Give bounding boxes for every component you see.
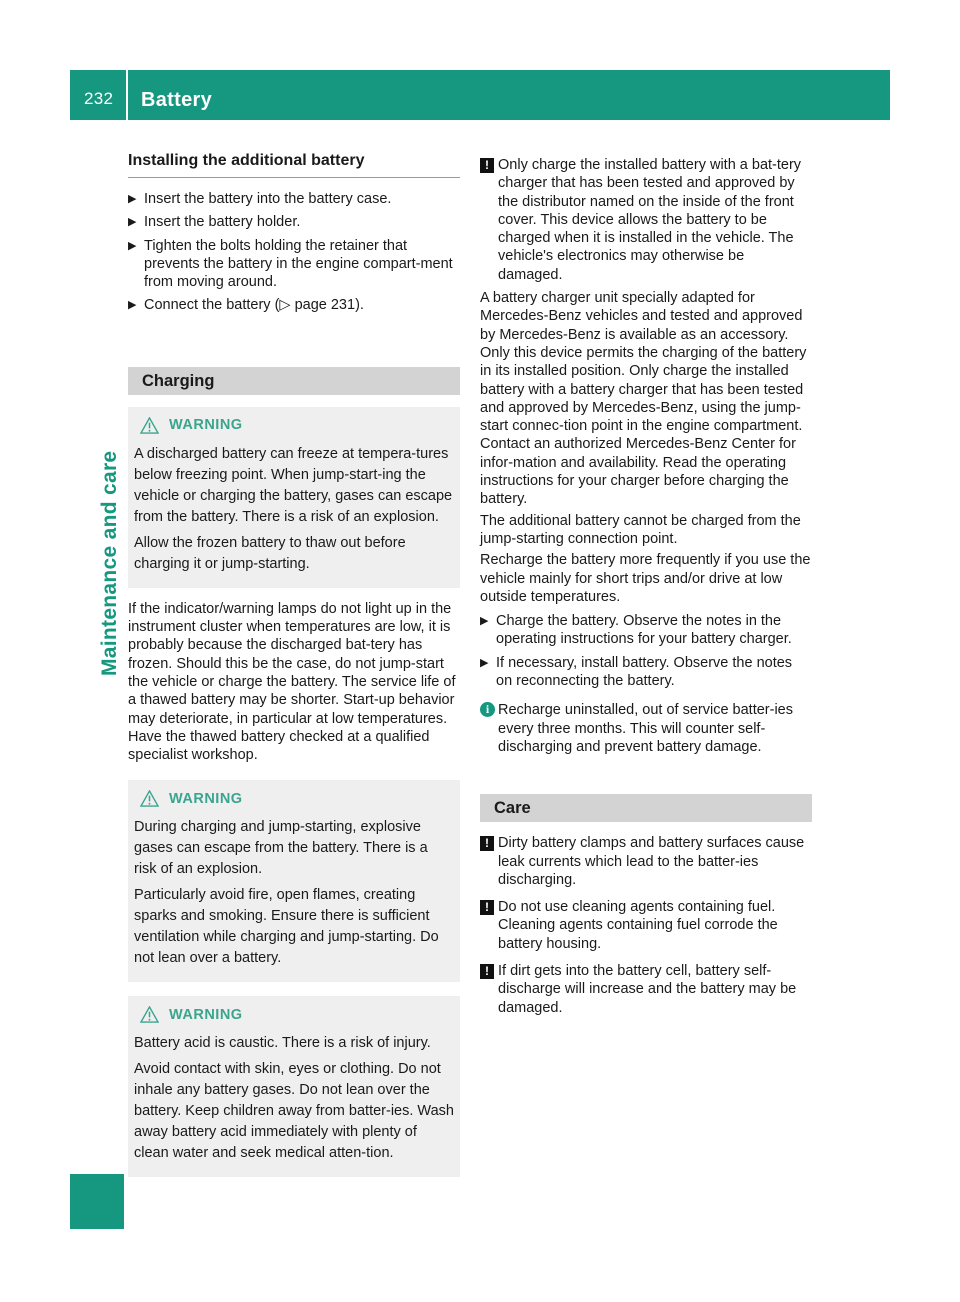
warning-title: WARNING (169, 417, 243, 434)
install-step (128, 213, 460, 231)
install-heading: Installing the additional battery (128, 152, 460, 178)
install-step-text: Tighten the bolts holding the retainer that prevents the battery in the engine compart-ment from moving around. (144, 237, 453, 291)
arrow-bullet-icon: ▶ (128, 299, 137, 312)
charge-step-text: If necessary, install battery. Observe the notes on reconnecting the battery. (496, 654, 793, 690)
arrow-bullet-icon: ▶ (480, 615, 489, 628)
caution-text: If dirt gets into the battery cell, battery self-discharge will increase and the battery may be damaged. (498, 962, 797, 1016)
caution-note (480, 962, 812, 1017)
body-paragraph: A battery charger unit specially adapted for Mercedes-Benz vehicles and tested and approved by Mercedes-Benz is available as an accessory. Only this device permits the charging of the battery in its installed position. Only charge the installed battery with a battery charger that has been tested and approved by Mercedes-Benz, using the jump-start connec-tion point in the engine compartment. Contact an authorized Mercedes-Benz Center for infor-mation and availability. Read the operating instructions for your charger before charging the battery. (480, 290, 807, 508)
warning-text: Avoid contact with skin, eyes or clothing. Do not inhale any battery gases. Do not lean over the battery. Keep children away from batter-ies. Wash away battery acid immediately with plenty of clean water and seek medical atten-tion. (134, 1061, 454, 1162)
caution-text: Do not use cleaning agents containing fuel. Cleaning agents containing fuel corrode the battery housing. (498, 899, 778, 952)
chapter-side-label: Maintenance and care (98, 450, 121, 676)
warning-title: WARNING (169, 1006, 243, 1023)
warning-title: WARNING (169, 790, 243, 807)
caution-text: Dirty battery clamps and battery surfaces cause leak currents which lead to the batter-ies discharging. (498, 835, 805, 888)
body-paragraph: The additional battery cannot be charged from the jump-starting connection point. (480, 512, 801, 547)
warning-header (140, 417, 454, 434)
caution-note (480, 156, 812, 284)
body-paragraph: Recharge the battery more frequently if you use the vehicle mainly for short trips and/or drive at low outside temperatures. (480, 552, 811, 605)
exclamation-icon: ! (480, 964, 494, 979)
left-column (128, 152, 460, 1189)
install-step (128, 237, 460, 292)
warning-text: During charging and jump-starting, explosive gases can escape from the battery. There is a risk of an explosion. (134, 819, 428, 878)
warning-box (128, 780, 460, 982)
warning-triangle-icon (140, 417, 159, 434)
care-section-heading: Care (480, 794, 812, 822)
arrow-bullet-icon: ▶ (128, 193, 137, 205)
caution-note (480, 898, 812, 953)
arrow-bullet-icon: ▶ (128, 239, 137, 252)
arrow-bullet-icon: ▶ (480, 656, 489, 669)
warning-box (128, 407, 460, 588)
info-text: Recharge uninstalled, out of service batter-ies every three months. This will counter self-discharging and prevent battery damage. (498, 702, 793, 755)
body-paragraph: If the indicator/warning lamps do not light up in the instrument cluster when temperatures are low, it is probably because the discharged bat-tery has frozen. Should this be the case, do not jump-start the vehicle or charge the battery. The service life of a thawed battery may be shorter. Start-up behavior may deteriorate, in particular at low temperatures. Have the thawed battery checked at a qualified specialist workshop. (128, 600, 456, 764)
page-number: 232 (84, 89, 114, 108)
caution-note (480, 834, 812, 889)
right-column (480, 156, 812, 1022)
info-icon: i (480, 702, 495, 717)
charging-section-heading: Charging (128, 367, 460, 395)
warning-box (128, 996, 460, 1177)
warning-text: Particularly avoid fire, open flames, creating sparks and smoking. Ensure there is sufficient ventilation while charging and jump-starting. Do not lean over a battery. (134, 887, 439, 967)
warning-text: Battery acid is caustic. There is a risk of injury. (134, 1035, 431, 1052)
chapter-tab-marker (70, 1174, 124, 1229)
exclamation-icon: ! (480, 900, 494, 915)
install-step-text: Insert the battery holder. (144, 214, 301, 231)
warning-header (140, 1006, 454, 1023)
exclamation-icon: ! (480, 836, 494, 851)
warning-header (140, 790, 454, 807)
warning-triangle-icon (140, 1006, 159, 1023)
install-step-text: Insert the battery into the battery case. (144, 191, 392, 207)
header-divider (126, 70, 128, 120)
warning-text: A discharged battery can freeze at tempera-tures below freezing point. When jump-start-ing the vehicle or charging the battery, gases can escape from the battery. There is a risk of an explosion. (134, 445, 453, 525)
arrow-bullet-icon: ▶ (128, 216, 137, 229)
charge-step-text: Charge the battery. Observe the notes in the operating instructions for your battery charger. (496, 613, 792, 648)
warning-text: Allow the frozen battery to thaw out before charging it or jump-starting. (134, 534, 406, 572)
install-step (128, 296, 460, 314)
charge-step (480, 654, 812, 691)
info-note (480, 701, 812, 756)
page-title: Battery (141, 89, 213, 111)
install-step-text: Connect the battery (▷ page 231). (144, 297, 364, 314)
install-step (128, 190, 460, 208)
charge-step (480, 612, 812, 649)
caution-text: Only charge the installed battery with a bat-tery charger that has been tested and approved by the distributor named on the inside of the front cover. This device allows the battery to be charged when it is installed in the vehicle. The vehicle's electronics may otherwise be damaged. (498, 157, 802, 283)
warning-triangle-icon (140, 790, 159, 807)
exclamation-icon: ! (480, 158, 494, 173)
